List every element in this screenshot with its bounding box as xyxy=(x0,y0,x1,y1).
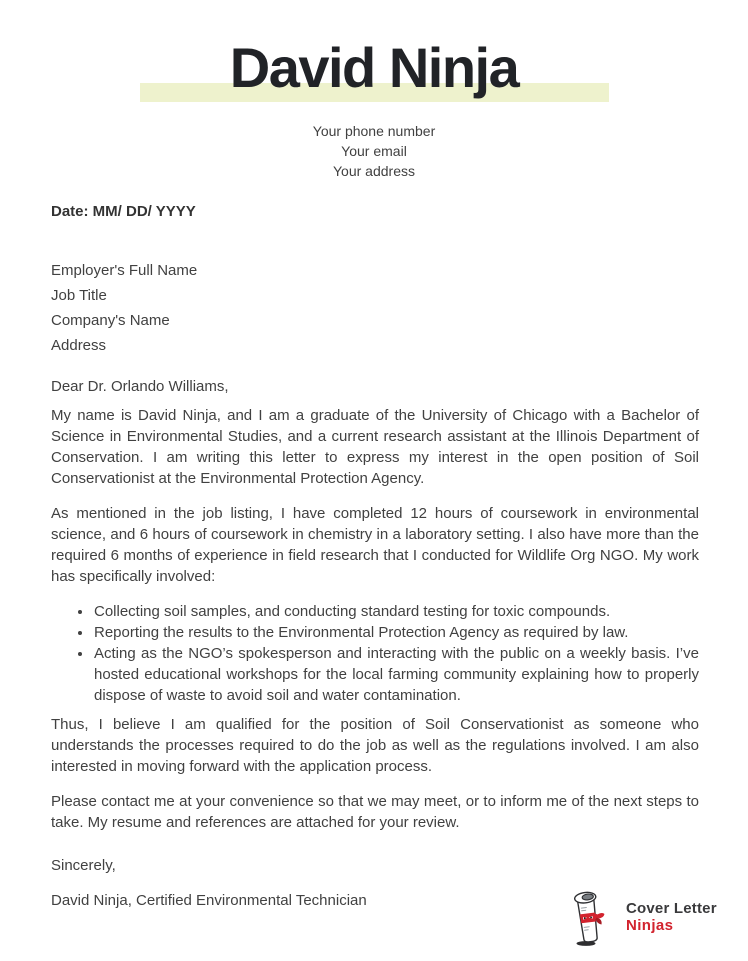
recipient-name: Employer's Full Name xyxy=(51,262,198,279)
contact-address-placeholder: Your address xyxy=(333,163,415,179)
list-item: • Reporting the results to the Environmental Protection Agency as required by law. xyxy=(93,622,699,643)
recipient-job-title: Job Title xyxy=(51,287,107,304)
list-item: • Collecting soil samples, and conducting standard testing for toxic compounds. xyxy=(93,601,699,622)
contact-email-placeholder: Your email xyxy=(341,143,407,159)
logo-line-cover-letter: Cover Letter xyxy=(626,900,717,917)
signature-line: David Ninja, Certified Environmental Technician xyxy=(51,892,367,909)
closing: Sincerely, xyxy=(51,857,116,874)
ninja-scroll-icon xyxy=(571,887,605,947)
contact-block xyxy=(0,121,748,181)
recipient-address: Address xyxy=(51,337,107,354)
candidate-name-title: David Ninja xyxy=(229,36,519,99)
letter-body xyxy=(51,201,699,911)
cover-letter-ninjas-logo xyxy=(571,887,717,947)
logo-line-ninjas: Ninjas xyxy=(626,917,674,934)
logo-wordmark xyxy=(626,900,717,934)
paragraph-intro: My name is David Ninja, and I am a graduate of the University of Chicago with a Bachelor of Science in Environmental Studies, and a current research assistant at the Illinois Department of Conservation. I am writing this letter to express my interest in the open position of Soil Conservationist at the Environmental Protection Agency. xyxy=(51,407,699,487)
contact-phone-placeholder: Your phone number xyxy=(312,123,436,139)
recipient-company: Company's Name xyxy=(51,312,170,329)
duties-list xyxy=(51,601,699,706)
salutation: Dear Dr. Orlando Williams, xyxy=(51,378,229,395)
paragraph-summary: Thus, I believe I am qualified for the position of Soil Conservationist as someone who understands the processes required to do the job as well as the regulations involved. I am also interested in moving forward with the application process. xyxy=(51,716,699,775)
recipient-block xyxy=(51,258,699,358)
list-item: • Acting as the NGO’s spokesperson and interacting with the public on a weekly basis. I’ve hosted educational workshops for the local farming community explaining how to properly dispose of waste to avoid soil and water contamination. xyxy=(93,643,699,706)
date-line: Date: MM/ DD/ YYYY xyxy=(51,203,196,220)
paragraph-qualifications: As mentioned in the job listing, I have completed 12 hours of coursework in environmental science, and 6 hours of coursework in chemistry in a laboratory setting. I also have more than the required 6 months of experience in field research that I conducted for Wildlife Org NGO. My work has specifically involved: xyxy=(51,505,699,585)
paragraph-contact: Please contact me at your convenience so that we may meet, or to inform me of the next steps to take. My resume and references are attached for your review. xyxy=(51,793,699,831)
